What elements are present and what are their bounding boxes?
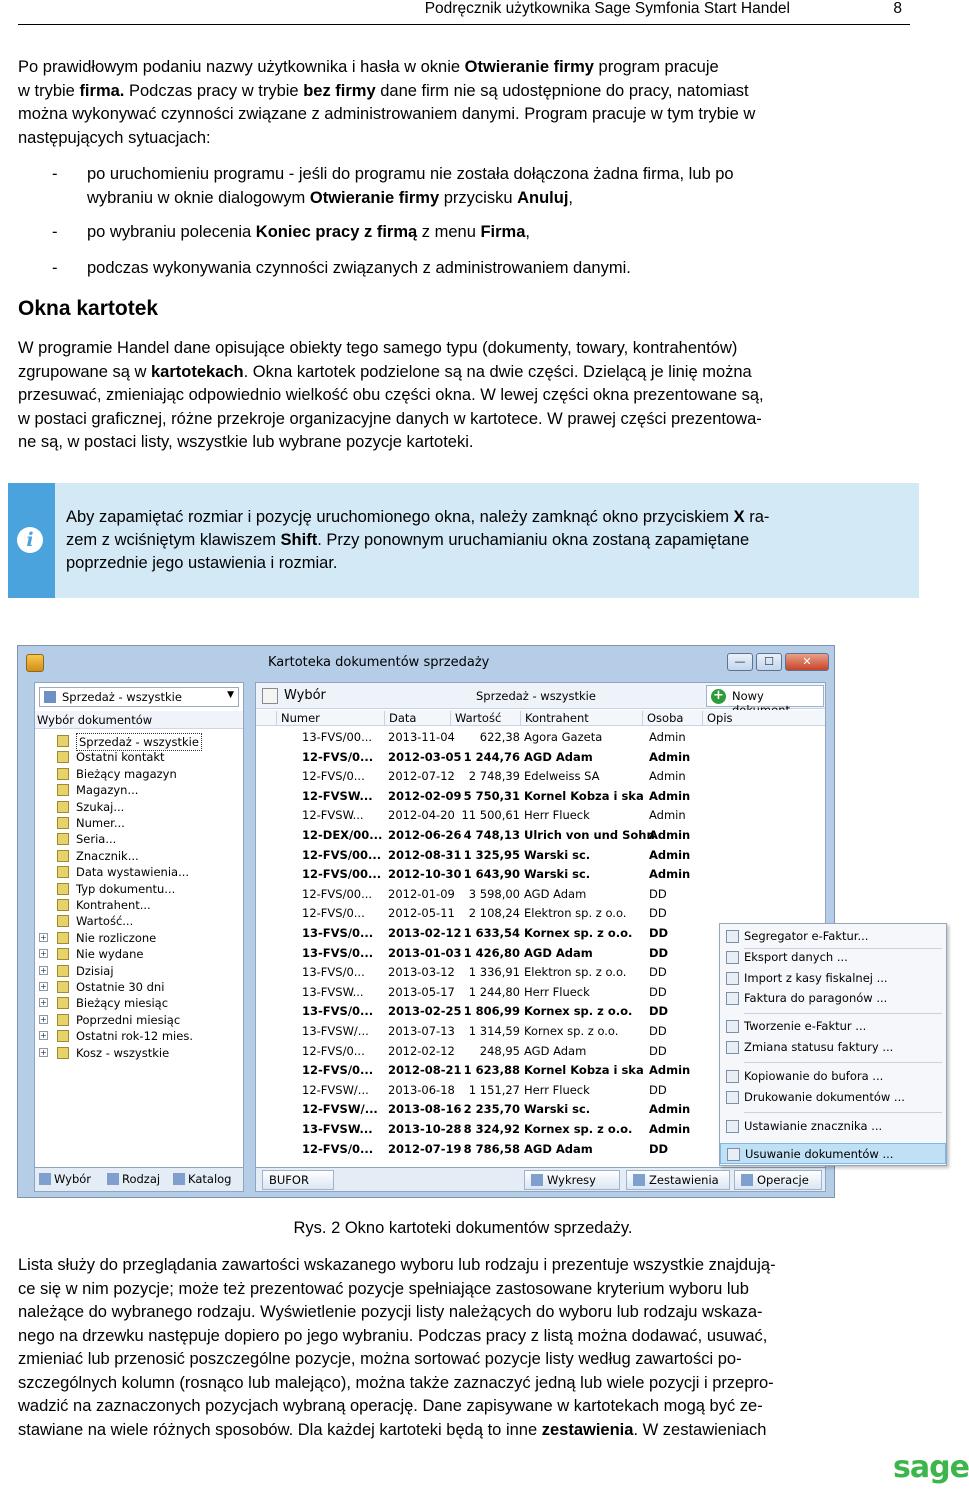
cell-num: 12-FVS/00... [302, 847, 382, 862]
cell-os: DD [649, 965, 667, 980]
cell-amt: 1 426,80 [463, 945, 520, 960]
cell-num: 13-FVS/0... [302, 926, 374, 940]
tree-item[interactable] [35, 782, 243, 799]
cell-os: Admin [649, 1122, 691, 1136]
folder-icon [57, 833, 69, 845]
cell-num: 12-FVS/0... [302, 1141, 374, 1156]
cell-amt: 1 633,54 [463, 926, 520, 940]
tree-item-label: Data wystawienia... [76, 865, 190, 880]
cell-date: 2013-06-18 [388, 1082, 455, 1097]
tree-item[interactable] [35, 749, 243, 766]
cell-os: DD [649, 926, 669, 940]
documents-window [17, 645, 835, 1198]
cell-amt: 1 623,88 [463, 1063, 520, 1078]
cell-num: 12-FVSW... [302, 788, 373, 803]
cell-num: 13-FVS/00... [302, 730, 373, 744]
section-title: Okna kartotek [18, 297, 159, 320]
cell-os: Admin [649, 769, 686, 784]
table-row[interactable] [256, 944, 716, 964]
tree-item[interactable] [35, 979, 243, 996]
cell-date: 2013-05-17 [388, 984, 455, 999]
tree-item[interactable] [35, 963, 243, 980]
cell-os: Admin [649, 749, 691, 764]
left-pane [34, 682, 244, 1192]
intro-line-4: następujących sytuacjach: [18, 128, 211, 147]
table-row[interactable] [256, 904, 716, 924]
cell-contr: Kornel Kobza i ska [524, 1063, 644, 1078]
column-header-numer[interactable]: Numer [276, 711, 320, 725]
copy-icon [726, 1070, 739, 1083]
bufor-button[interactable]: BUFOR [262, 1170, 334, 1190]
tree-item-label: Znacznik... [76, 848, 139, 863]
expand-icon[interactable]: + [40, 1031, 47, 1041]
cell-date: 2013-10-28 [388, 1122, 462, 1136]
tree-item[interactable] [35, 913, 243, 930]
table-row[interactable] [256, 748, 716, 768]
expand-icon[interactable]: + [40, 1047, 47, 1057]
menu-item-delete[interactable]: Usuwanie dokumentów ... [720, 1143, 946, 1164]
cell-date: 2013-01-03 [388, 945, 462, 960]
cell-os: Admin [649, 847, 691, 862]
folder-icon [57, 850, 69, 862]
chevron-down-icon: ▼ [227, 690, 234, 700]
tree-item-label: Bieżący magazyn [76, 766, 177, 781]
cell-contr: Ulrich von und Sohn [524, 828, 655, 842]
sage-logo: sage [893, 1450, 969, 1485]
page-number: 8 [893, 0, 902, 17]
tree-item[interactable] [35, 1012, 243, 1029]
tree-item-label: Poprzedni miesiąc [76, 1012, 181, 1027]
info-box [8, 483, 919, 598]
cell-os: Admin [649, 1102, 691, 1117]
cell-contr: AGD Adam [524, 1043, 587, 1058]
cell-contr: Kornex sp. z o.o. [524, 1024, 619, 1038]
cell-num: 12-FVS/0... [302, 749, 374, 764]
cell-amt: 8 786,58 [463, 1141, 520, 1156]
menu-separator [744, 1112, 942, 1113]
info-icon: i [17, 527, 43, 553]
cell-date: 2012-02-09 [388, 788, 462, 803]
column-header-wartosc[interactable]: Wartość [450, 711, 501, 725]
search-icon [39, 1173, 51, 1185]
reports-button[interactable]: Zestawienia [626, 1170, 730, 1190]
cell-num: 13-FVS/0... [302, 965, 365, 980]
cell-date: 2012-08-31 [388, 847, 462, 862]
table-row[interactable] [256, 1081, 716, 1101]
table-row[interactable] [256, 826, 716, 846]
column-header-opis[interactable]: Opis [702, 711, 733, 725]
menu-item[interactable]: Import z kasy fiskalnej ... [720, 968, 946, 989]
cell-date: 2012-08-21 [388, 1063, 462, 1078]
tree-item[interactable] [35, 881, 243, 898]
expand-icon[interactable]: + [40, 932, 47, 942]
cell-os: DD [649, 886, 667, 901]
bullet-list: - po uruchomieniu programu - jeśli do programu nie została dołączona żadna firma, lub po wybraniu w oknie dialogowym Otwieranie firmy przycisku Anuluj, - po wybraniu polecenia Koniec pracy z firmą z menu Firma, - podczas wykonywania czynności związanych z administrowaniem danymi. [52, 165, 734, 277]
folder-icon [57, 784, 69, 796]
expand-icon[interactable]: + [40, 982, 47, 991]
info-text: Aby zapamiętać rozmiar i pozycję uruchomionego okna, należy zamknąć okno przyciskiem X ra- zem z wciśniętym klawiszem Shift. Przy ponownym uruchamianiu okna zostaną zapamiętane poprzednie jego ustawienia i rozmiar. [66, 508, 770, 572]
section-paragraph: W programie Handel dane opisujące obiekty tego samego typu (dokumenty, towary, kontrahentów) zgrupowane są w kartotekach. Okna kartotek podzielone są na dwie części. Dzielącą je linię można przesuwać, zmieniając odpowiednio wielkość obu części okna. W lewej części okna prezentowane są, w postaci graficznej, różne przekroje organizacyjne danych w kartotece. W prawej części prezentowa- ne są, w postaci listy, wszystkie lub wybrane pozycje kartoteki. [18, 339, 764, 451]
cell-date: 2012-10-30 [388, 867, 462, 882]
tab-katalog[interactable]: Katalog [173, 1172, 231, 1186]
cell-contr: AGD Adam [524, 1141, 593, 1156]
tree-item-label: Nie rozliczone [76, 930, 157, 945]
catalog-icon [173, 1173, 185, 1185]
folder-icon [57, 866, 69, 878]
cell-amt: 1 336,91 [468, 965, 520, 980]
list-bottom-bar [256, 1167, 825, 1191]
gear-icon [741, 1174, 753, 1186]
cell-os: DD [649, 1043, 667, 1058]
tree-item-label: Numer... [76, 816, 125, 830]
tree-item-label: Nie wydane [76, 947, 144, 962]
table-row[interactable] [256, 1002, 716, 1022]
cell-date: 2012-06-26 [388, 828, 462, 842]
cell-amt: 4 748,13 [463, 828, 520, 842]
tree-item-label: Wartość... [76, 914, 134, 929]
cell-os: Admin [649, 788, 691, 803]
table-row[interactable] [256, 806, 716, 826]
figure-caption: Rys. 2 Okno kartoteki dokumentów sprzedaży. [293, 1219, 633, 1237]
column-header-osoba[interactable]: Osoba [642, 711, 683, 725]
new-document-button[interactable]: + Nowy [706, 685, 824, 707]
cell-contr: Kornel Kobza i ska [524, 788, 644, 803]
cell-amt: 5 750,31 [463, 788, 520, 803]
cell-date: 2012-01-09 [388, 886, 455, 901]
cell-os: Admin [649, 867, 691, 882]
table-row[interactable] [256, 846, 716, 866]
menu-separator [744, 1013, 942, 1014]
cell-contr: Kornex sp. z o.o. [524, 1122, 633, 1136]
folder-icon [57, 965, 69, 977]
cell-contr: Agora Gazeta [524, 730, 603, 744]
cell-os: Admin [649, 828, 691, 842]
cell-date: 2013-08-16 [388, 1102, 462, 1117]
cell-amt: 1 151,27 [468, 1082, 520, 1097]
tree-item[interactable] [35, 1028, 243, 1045]
active-filter: Sprzedaż - wszystkie [476, 689, 596, 703]
window-titlebar [18, 646, 834, 680]
delete-icon [727, 1148, 740, 1161]
cell-os: Admin [649, 808, 686, 823]
cell-num: 13-FVSW... [302, 1122, 373, 1136]
table-row[interactable] [256, 924, 716, 944]
cell-os: DD [649, 1141, 669, 1156]
panel-title: Wybór dokumentów [35, 711, 243, 729]
list-toolbar [256, 683, 825, 709]
folder-icon [57, 1030, 69, 1042]
cell-os: DD [649, 1004, 669, 1019]
intro-line-3: można wykonywać czynności związane z administrowaniem danymi. Program pracuje w tym trybie w [18, 105, 756, 123]
tree-item[interactable] [35, 766, 243, 783]
cell-contr: Elektron sp. z o.o. [524, 965, 627, 980]
intro-line-2: w trybie firma. Podczas pracy w trybie bez firmy dane firm nie są udostępnione do pracy, natomiast [18, 81, 749, 100]
cell-os: DD [649, 1082, 667, 1097]
folder-icon [107, 1173, 119, 1185]
folder-icon [57, 899, 69, 911]
cell-contr: Herr Flueck [524, 984, 590, 999]
folder-icon [57, 948, 69, 960]
table-row[interactable] [256, 983, 716, 1003]
intro-line-1: Po prawidłowym podaniu nazwy użytkownika i hasła w oknie Otwieranie firmy program pracuje [18, 58, 719, 76]
tree-item-label: Sprzedaż - wszystkie [76, 733, 202, 751]
cell-amt: 1 314,59 [468, 1024, 520, 1038]
close-button[interactable]: ✕ [785, 653, 829, 671]
cell-contr: Warski sc. [524, 847, 591, 862]
cell-contr: AGD Adam [524, 886, 587, 901]
cell-contr: Warski sc. [524, 1102, 591, 1117]
cell-os: DD [649, 945, 669, 960]
folder-icon [57, 997, 69, 1009]
tree-item-label: Ostatni kontakt [76, 750, 165, 765]
cell-amt: 1 244,80 [468, 984, 520, 999]
cell-num: 12-FVS/00... [302, 867, 382, 882]
menu-item[interactable]: Ustawianie znacznika ... [720, 1116, 946, 1137]
tree-item[interactable] [35, 831, 243, 848]
tab-wybor[interactable]: Wybór [39, 1172, 91, 1186]
menu-item[interactable]: Faktura do paragonów ... [720, 988, 946, 1009]
tag-icon [726, 1120, 739, 1133]
document-title: Podręcznik użytkownika Sage Symfonia Start Handel [424, 0, 790, 17]
cell-amt: 2 108,24 [468, 906, 520, 921]
cell-num: 12-FVS/0... [302, 1063, 374, 1078]
report-icon [633, 1174, 645, 1186]
tree-item-label: Ostatni rok-12 mies. [76, 1029, 193, 1044]
table-row[interactable] [256, 767, 716, 787]
folder-icon [57, 801, 69, 813]
cell-num: 13-FVSW... [302, 984, 364, 999]
cell-date: 2012-05-11 [388, 906, 455, 921]
e-invoice-icon [726, 1020, 739, 1033]
cell-os: Admin [649, 1063, 691, 1078]
document-icon [262, 688, 278, 704]
menu-item[interactable]: Kopiowanie do bufora ... [720, 1066, 946, 1087]
cell-date: 2012-02-12 [388, 1043, 455, 1058]
tree-item-label: Kontrahent... [76, 898, 151, 912]
tree-item-label: Szukaj... [76, 799, 125, 814]
cell-num: 12-FVSW/... [302, 1102, 378, 1117]
cell-date: 2013-11-04 [388, 730, 455, 744]
folder-icon [57, 817, 69, 829]
invoice-icon [726, 992, 739, 1005]
column-headers [256, 710, 825, 726]
cell-num: 12-FVS/00... [302, 886, 373, 901]
cell-amt: 622,38 [479, 730, 520, 744]
expand-icon[interactable]: + [40, 949, 47, 959]
menu-item[interactable]: Eksport danych ... [720, 947, 946, 968]
description-paragraph: Lista służy do przeglądania zawartości wskazanego wyboru lub rodzaju i prezentuje wszystkie znajdują- ce się w nim pozycje; może też prezentować pozycje spełniające zastosowane kryterium wyboru lub należące do wybranego rodzaju. Wyświetlenie pozycji listy należących do wyboru lub rodzaju wskaza- nego na drzewku następuje dopiero po jego wybraniu. Podczas pracy z listą można dodawać, usuwać, zmieniać lub przenosić poszczególne pozycje, można sortować pozycje listy według zawartości po- szczególnych kolumn (rosnąco lub malejąco), można także zaznaczyć jedną lub wiele pozycji i przepro- wadzić na zaznaczonych pozycjach wybraną operację. Dane zapisywane w kartotekach mogą być ze- stawiane na wiele różnych sposobów. Dla każdej kartoteki będą to inne zestawienia. W zestawieniach [18, 1256, 776, 1439]
table-row[interactable] [256, 1140, 716, 1160]
tree-item[interactable] [35, 848, 243, 865]
binder-icon [726, 930, 739, 943]
table-row[interactable] [256, 1022, 716, 1042]
cell-contr: Elektron sp. z o.o. [524, 906, 627, 921]
left-tabs [35, 1167, 243, 1191]
column-header-data[interactable]: Data [384, 711, 416, 725]
import-icon [726, 972, 739, 985]
table-row[interactable] [256, 787, 716, 807]
cell-date: 2013-02-12 [388, 926, 462, 940]
window-title: Kartoteka dokumentów sprzedaży [268, 655, 490, 670]
charts-button[interactable]: Wykresy [524, 1170, 620, 1190]
menu-item[interactable]: Tworzenie e-Faktur ... [720, 1016, 946, 1037]
tree-item[interactable] [35, 897, 243, 914]
cell-contr: AGD Adam [524, 945, 593, 960]
tree-item-label: Kosz - wszystkie [76, 1045, 170, 1060]
cell-num: 12-FVSW/... [302, 1082, 369, 1097]
tree-item-label: Ostatnie 30 dni [76, 980, 165, 994]
menu-item[interactable]: Drukowanie dokumentów ... [720, 1087, 946, 1108]
cell-num: 12-FVSW... [302, 808, 364, 823]
cell-contr: Herr Flueck [524, 1082, 590, 1097]
cell-amt: 3 598,00 [468, 886, 520, 901]
expand-icon[interactable]: + [40, 1014, 47, 1024]
menu-item[interactable]: Zmiana statusu faktury ... [720, 1037, 946, 1058]
cell-date: 2013-02-25 [388, 1004, 462, 1019]
table-row[interactable] [256, 1120, 716, 1140]
tree-item[interactable] [35, 799, 243, 816]
tree-item[interactable] [35, 946, 243, 963]
cell-num: 13-FVSW/... [302, 1024, 369, 1038]
folder-icon [57, 735, 69, 747]
expand-icon[interactable]: + [40, 965, 47, 975]
folder-icon [57, 883, 69, 895]
cell-num: 12-DEX/00... [302, 828, 383, 842]
cell-amt: 11 500,61 [461, 808, 520, 823]
folder-icon [57, 1047, 69, 1059]
menu-item[interactable]: Segregator e-Faktur... [720, 926, 946, 947]
cell-num: 12-FVS/0... [302, 769, 365, 784]
cell-contr: Kornex sp. z o.o. [524, 1004, 633, 1019]
maximize-button[interactable]: ☐ [756, 653, 782, 671]
cell-date: 2012-07-12 [388, 769, 455, 784]
tree-item[interactable] [35, 733, 243, 750]
table-row[interactable] [256, 885, 716, 905]
cell-date: 2013-07-13 [388, 1024, 455, 1038]
cell-amt: 2 235,70 [463, 1102, 520, 1117]
tree-item[interactable] [35, 1045, 243, 1062]
table-row[interactable] [256, 865, 716, 885]
cell-contr: Edelweiss SA [524, 769, 600, 784]
column-header-kontrahent[interactable]: Kontrahent [520, 711, 589, 725]
chart-icon [531, 1174, 543, 1186]
tab-rodzaj[interactable]: Rodzaj [107, 1172, 160, 1186]
folder-icon [57, 915, 69, 927]
folder-icon [57, 768, 69, 780]
cell-os: DD [649, 906, 667, 921]
cell-date: 2013-03-12 [388, 965, 455, 980]
cell-amt: 1 643,90 [463, 867, 520, 882]
tree-item-label: Dzisiaj [76, 963, 114, 978]
tree-item[interactable] [35, 864, 243, 881]
cell-amt: 1 806,99 [463, 1004, 520, 1019]
cell-contr: Warski sc. [524, 867, 591, 882]
tree-item-label: Magazyn... [76, 783, 139, 798]
cell-amt: 8 324,92 [463, 1122, 520, 1136]
tree-item-label: Typ dokumentu... [76, 881, 176, 896]
cell-date: 2012-04-20 [388, 808, 455, 823]
cell-num: 13-FVS/0... [302, 1004, 374, 1019]
cell-os: DD [649, 1024, 667, 1038]
selection-dropdown[interactable]: Sprzedaż - wszystkie ▼ [39, 687, 239, 707]
cell-amt: 248,95 [479, 1043, 520, 1058]
tree-item-label: Bieżący miesiąc [76, 996, 169, 1011]
cell-num: 12-FVS/0... [302, 906, 365, 921]
cell-num: 12-FVS/0... [302, 1043, 365, 1058]
table-row[interactable] [256, 963, 716, 983]
export-icon [726, 951, 739, 964]
cell-amt: 1 244,76 [463, 749, 520, 764]
expand-icon[interactable]: + [40, 998, 47, 1008]
cell-date: 2012-03-05 [388, 749, 462, 764]
table-row[interactable] [256, 1042, 716, 1062]
tree-item[interactable] [35, 930, 243, 947]
list-icon [44, 691, 56, 703]
cell-contr: Kornex sp. z o.o. [524, 926, 633, 940]
operations-menu [719, 923, 947, 1166]
cell-contr: Herr Flueck [524, 808, 590, 823]
cell-amt: 2 748,39 [468, 769, 520, 784]
tree-item[interactable] [35, 995, 243, 1012]
cell-amt: 1 325,95 [463, 847, 520, 862]
cell-os: DD [649, 984, 667, 999]
print-icon [726, 1091, 739, 1104]
cell-num: 13-FVS/0... [302, 945, 374, 960]
operations-button[interactable]: Operacje [734, 1170, 822, 1190]
folder-icon [57, 932, 69, 944]
intro-paragraph [18, 56, 910, 150]
cell-contr: AGD Adam [524, 749, 593, 764]
tree-item-label: Seria... [76, 832, 117, 847]
plus-icon: + [711, 689, 726, 704]
minimize-button[interactable]: — [727, 653, 753, 671]
folder-icon [57, 981, 69, 993]
folder-icon [57, 751, 69, 763]
toolbar-title: Wybór [284, 688, 326, 703]
table-row[interactable] [256, 1100, 716, 1120]
cell-os: Admin [649, 730, 686, 744]
table-row[interactable] [256, 1061, 716, 1081]
cell-date: 2012-07-19 [388, 1141, 462, 1156]
status-icon [726, 1041, 739, 1054]
app-icon [26, 654, 44, 672]
page-header [18, 0, 910, 25]
table-row[interactable] [256, 728, 716, 748]
folder-icon [57, 1014, 69, 1026]
menu-separator [744, 1062, 942, 1063]
tree-item[interactable] [35, 815, 243, 832]
